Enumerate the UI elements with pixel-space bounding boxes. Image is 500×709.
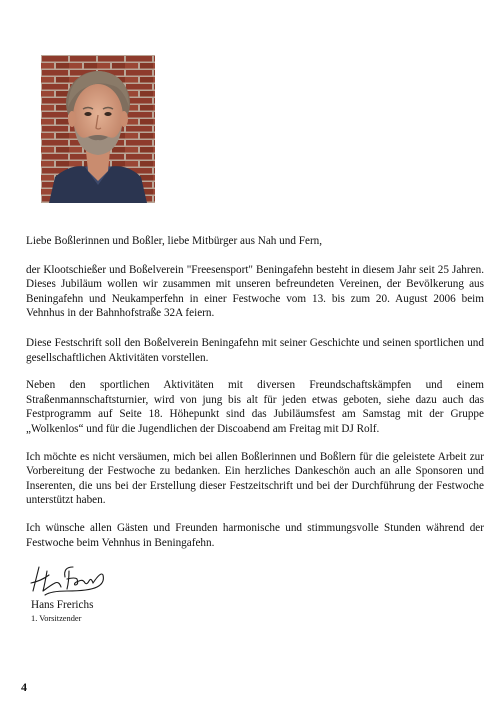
letter-body [26,234,484,550]
paragraph-festschrift: Diese Festschrift soll den Boßelverein Beningafehn mit seiner Geschichte und seinen sportlichen und gesellschaftlichen Aktivitäten vorstellen. [26,336,484,364]
page-number: 4 [21,680,27,694]
portrait-photo-icon [41,55,155,203]
paragraph-activities: Neben den sportlichen Aktivitäten mit diversen Freundschaftskämpfen und einem Straßenmannschaftsturnier, wird von jung bis alt für jeden etwas geboten, siehe dazu auch das Festprogramm auf Seite 18. Höhepunkt sind das Jubiläumsfest am Samstag mit der Gruppe „Wolkenlos“ und für die Jugendlichen der Discoabend am Freitag mit DJ Rolf. [26,379,484,435]
paragraph-anniversary: der Klootschießer und Boßelverein "Freesensport" Beningafehn besteht in diesem Jahr seit 25 Jahren. Dieses Jubiläum wollen wir zusammen mit unseren befreundeten Vereinen, der Bevölkerung aus Beningafehn und Neukamperfehn in einer Festwoche vom 13. bis zum 20. August 2006 beim Vehnhus in der Bahnhofstraße 32A feiern. [26,263,484,320]
paragraph-thanks: Ich möchte es nicht versäumen, mich bei allen Boßlerinnen und Boßlern für die geleistete Arbeit zur Vorbereitung der Festwoche zu bedanken. Ein herzliches Dankeschön auch an alle Sponsoren und Inserenten, die uns bei der Erstellung dieser Festzeitschrift und bei der Durchführung der Festwoche unterstützt haben. [26,450,484,507]
portrait-photo [41,55,155,203]
paragraph-wishes: Ich wünsche allen Gästen und Freunden harmonische und stimmungsvolle Stunden während der Festwoche beim Vehnhus in Beningafehn. [26,521,484,549]
signer-role: 1. Vorsitzender [31,614,82,623]
handwritten-signature-icon [27,561,117,601]
salutation: Liebe Boßlerinnen und Boßler, liebe Mitbürger aus Nah und Fern, [26,235,323,247]
signer-name: Hans Frerichs [31,599,94,611]
